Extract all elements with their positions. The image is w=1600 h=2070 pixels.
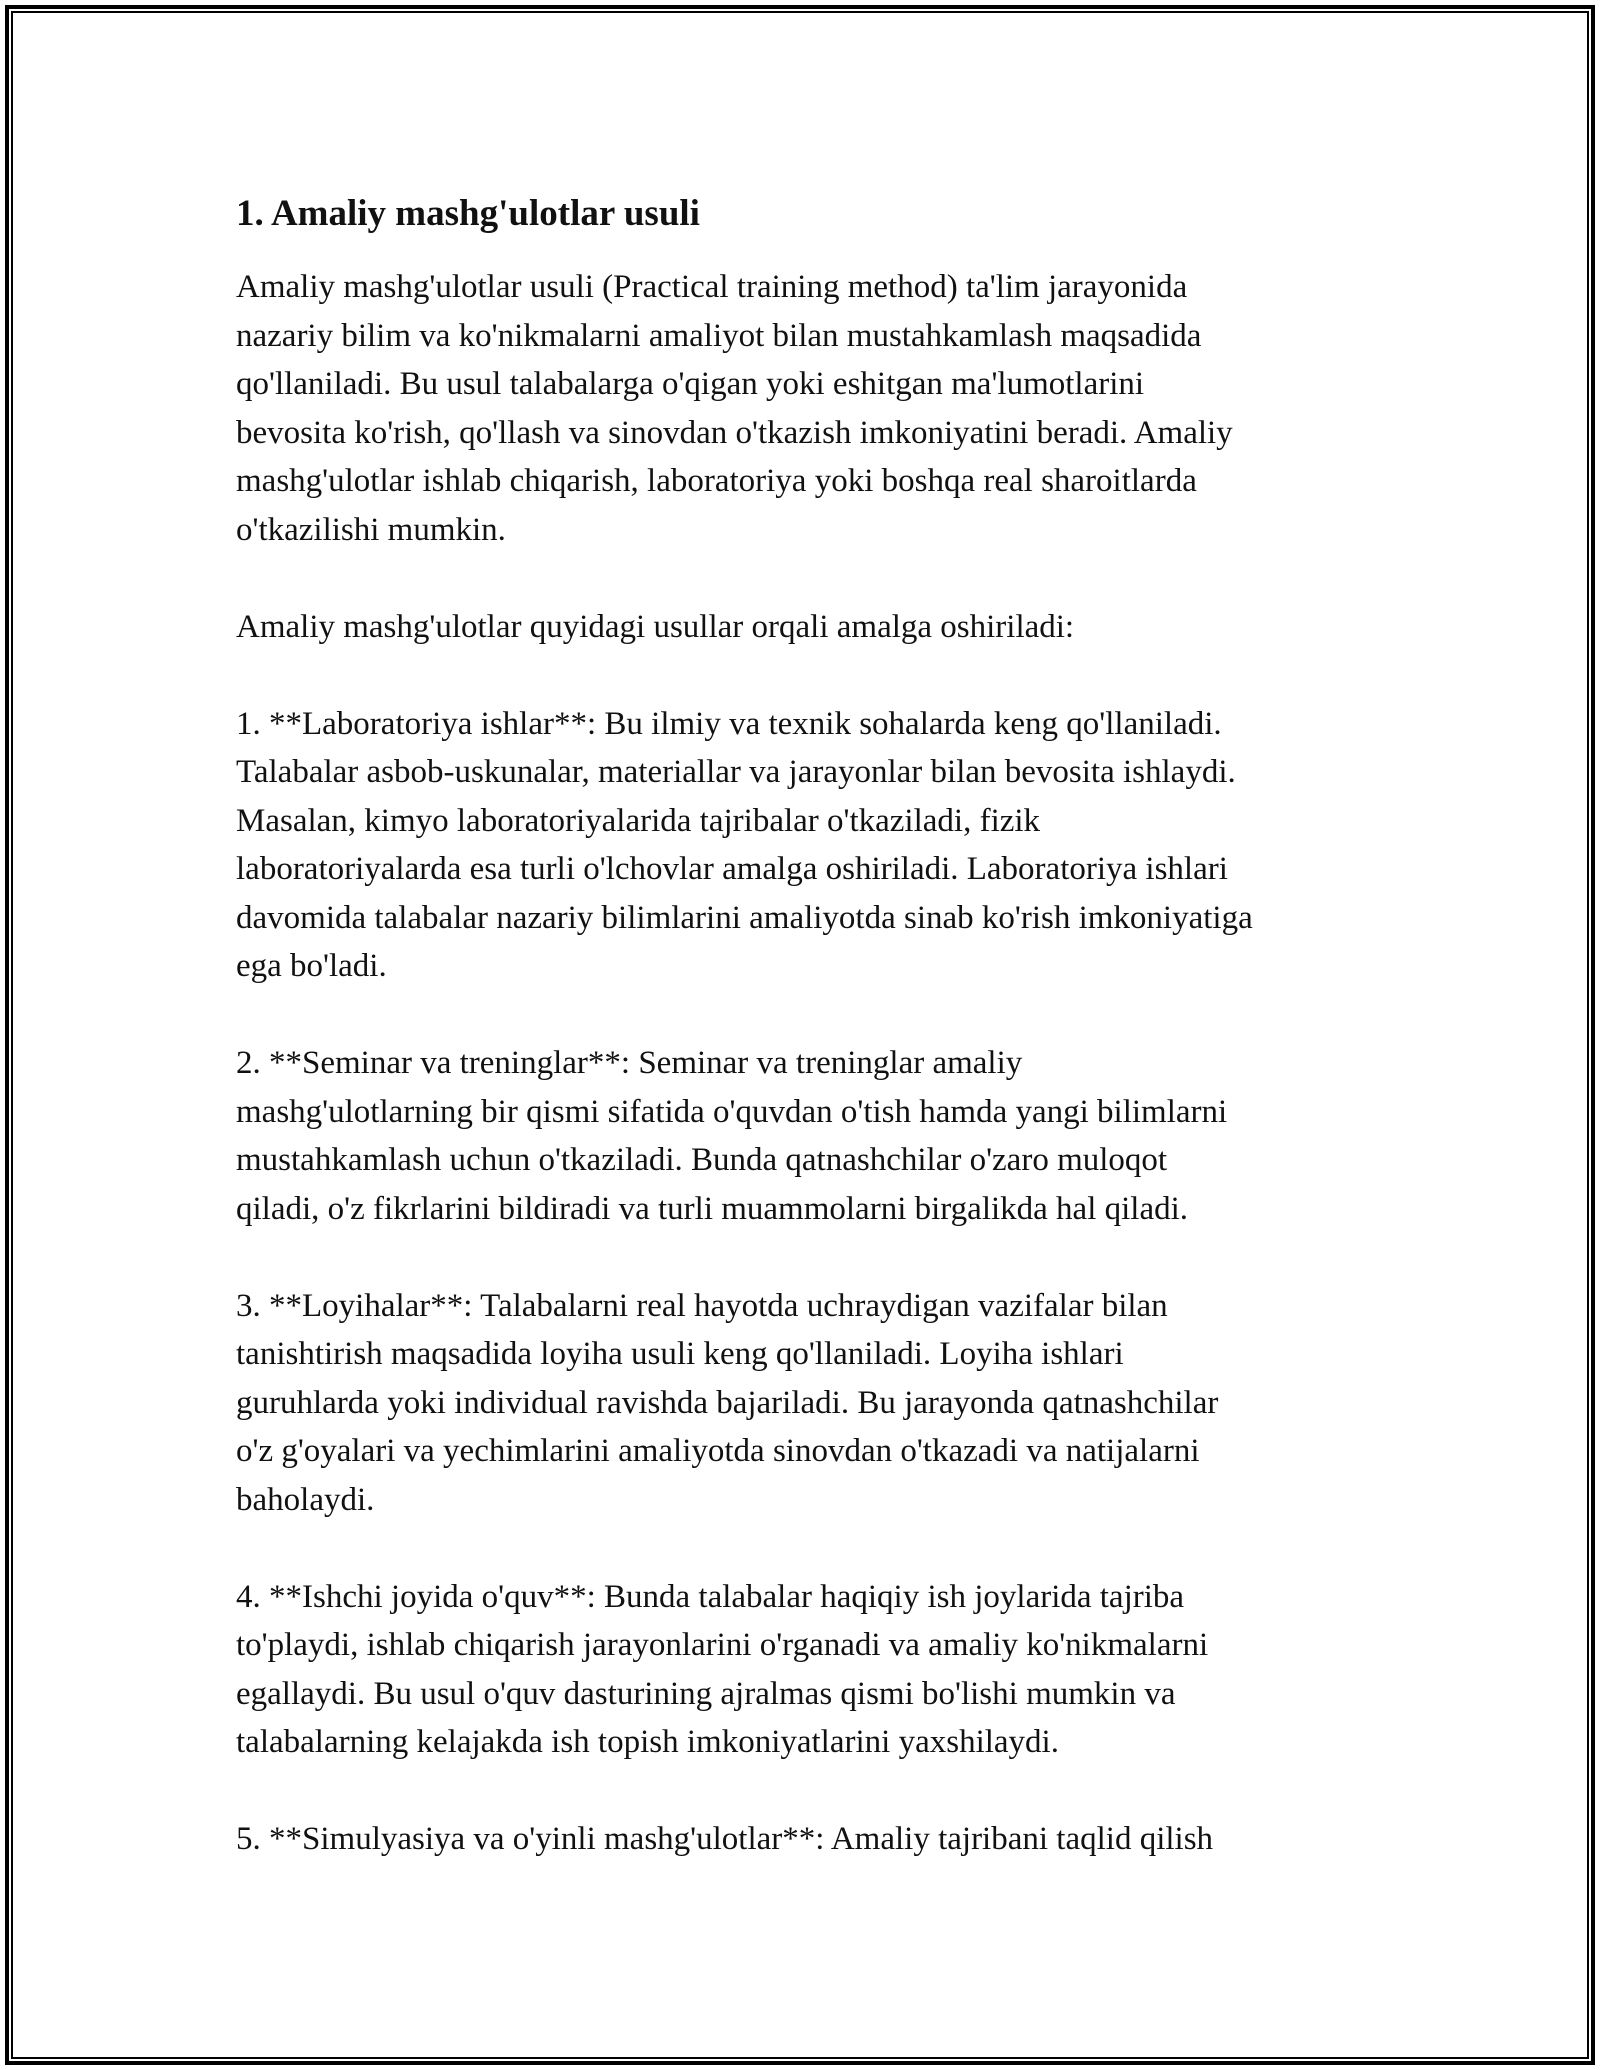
text-line: Amaliy mashg'ulotlar usuli (Practical training method) ta'lim jarayonida bbox=[236, 269, 1188, 305]
paragraph-item-3 bbox=[236, 1282, 1376, 1525]
text-line: 4. **Ishchi joyida o'quv**: Bunda talabalar haqiqiy ish joylarida tajriba bbox=[236, 1578, 1185, 1615]
paragraph-item-4 bbox=[236, 1573, 1376, 1767]
text-line: qiladi, o'z fikrlarini bildiradi va turli muammolarni birgalikda hal qiladi. bbox=[236, 1190, 1189, 1227]
text-line: o'tkazilishi mumkin. bbox=[236, 511, 506, 548]
paragraph-intro bbox=[236, 263, 1376, 554]
paragraph-item-1 bbox=[236, 700, 1376, 991]
text-line: bevosita ko'rish, qo'llash va sinovdan o'tkazish imkoniyatini beradi. Amaliy bbox=[236, 414, 1233, 451]
text-line: laboratoriyalarda esa turli o'lchovlar amalga oshiriladi. Laboratoriya ishlari bbox=[236, 851, 1228, 887]
text-line: 2. **Seminar va treninglar**: Seminar va treninglar amaliy bbox=[236, 1045, 1023, 1081]
text-line: egallaydi. Bu usul o'quv dasturining ajralmas qismi bo'lishi mumkin va bbox=[236, 1675, 1176, 1712]
text-line: mashg'ulotlar ishlab chiqarish, laboratoriya yoki boshqa real sharoitlarda bbox=[236, 463, 1197, 499]
text-line: Talabalar asbob-uskunalar, materiallar va jarayonlar bilan bevosita ishlaydi. bbox=[236, 754, 1236, 790]
paragraph-item-2 bbox=[236, 1039, 1376, 1233]
text-line: mustahkamlash uchun o'tkaziladi. Bunda qatnashchilar o'zaro muloqot bbox=[236, 1142, 1168, 1178]
text-line: 1. **Laboratoriya ishlar**: Bu ilmiy va texnik sohalarda keng qo'llaniladi. bbox=[236, 705, 1222, 742]
text-line: 5. **Simulyasiya va o'yinli mashg'ulotlar**: Amaliy tajribani taqlid qilish bbox=[236, 1821, 1214, 1857]
text-line: ega bo'ladi. bbox=[236, 948, 387, 984]
text-line: o'z g'oyalari va yechimlarini amaliyotda sinovdan o'tkazadi va natijalarni bbox=[236, 1433, 1200, 1469]
text-line: Masalan, kimyo laboratoriyalarida tajribalar o'tkaziladi, fizik bbox=[236, 802, 1041, 839]
text-line: mashg'ulotlarning bir qismi sifatida o'quvdan o'tish hamda yangi bilimlarni bbox=[236, 1093, 1228, 1130]
paragraph-list-intro bbox=[236, 603, 1376, 652]
section-heading: 1. Amaliy mashg'ulotlar usuli bbox=[236, 193, 700, 234]
paragraph-item-5 bbox=[236, 1815, 1376, 1864]
text-line: Amaliy mashg'ulotlar quyidagi usullar orqali amalga oshiriladi: bbox=[236, 608, 1075, 645]
document-body bbox=[236, 190, 1376, 1912]
text-line: qo'llaniladi. Bu usul talabalarga o'qigan yoki eshitgan ma'lumotlarini bbox=[236, 366, 1145, 402]
text-line: 3. **Loyihalar**: Talabalarni real hayotda uchraydigan vazifalar bilan bbox=[236, 1287, 1168, 1324]
text-line: davomida talabalar nazariy bilimlarini amaliyotda sinab ko'rish imkoniyatiga bbox=[236, 899, 1253, 936]
text-line: to'playdi, ishlab chiqarish jarayonlarini o'rganadi va amaliy ko'nikmalarni bbox=[236, 1627, 1209, 1663]
text-line: baholaydi. bbox=[236, 1481, 375, 1518]
text-line: nazariy bilim va ko'nikmalarni amaliyot bilan mustahkamlash maqsadida bbox=[236, 317, 1202, 354]
text-line: guruhlarda yoki individual ravishda bajariladi. Bu jarayonda qatnashchilar bbox=[236, 1384, 1219, 1421]
text-line: tanishtirish maqsadida loyiha usuli keng qo'llaniladi. Loyiha ishlari bbox=[236, 1336, 1124, 1372]
text-line: talabalarning kelajakda ish topish imkoniyatlarini yaxshilaydi. bbox=[236, 1724, 1059, 1760]
